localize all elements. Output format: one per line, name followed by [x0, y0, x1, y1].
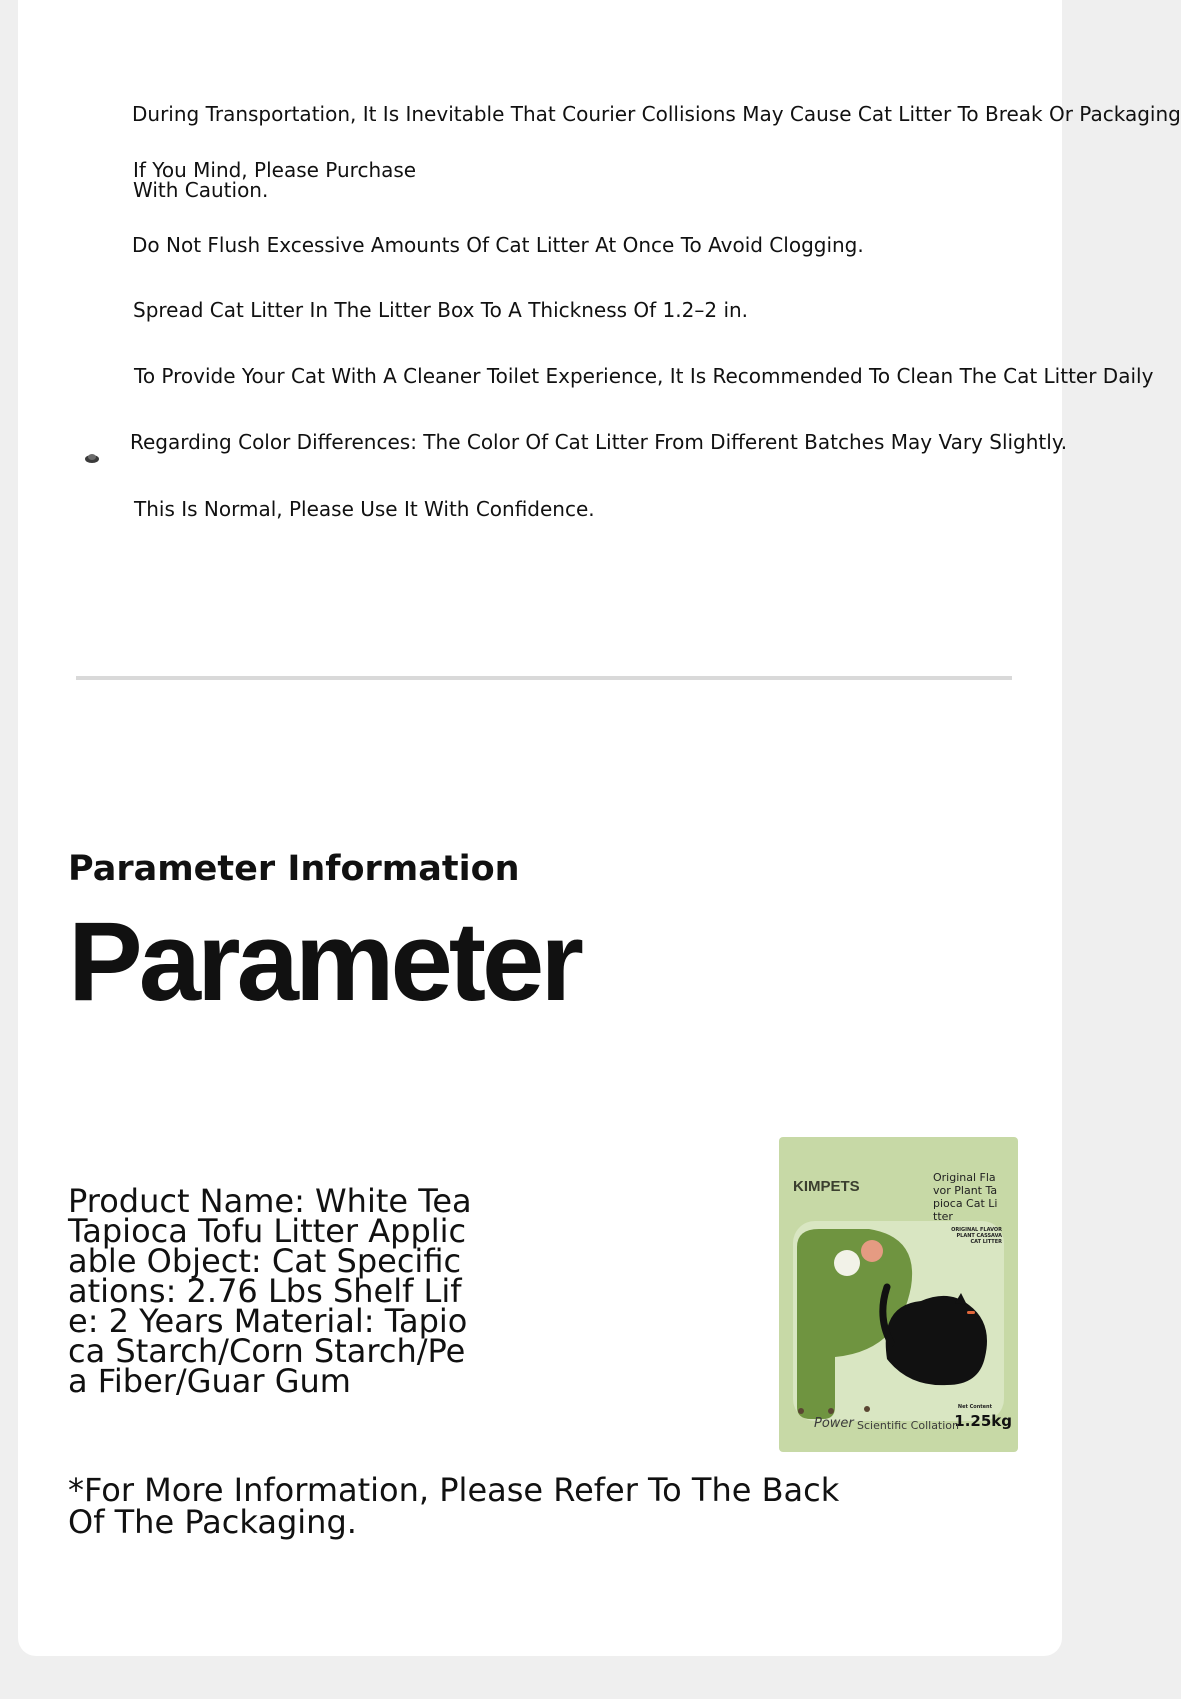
package-name-line-4: tter	[933, 1210, 953, 1223]
package-sub-line-2: PLANT CASSAVA	[956, 1233, 1002, 1239]
packaging-footnote: *For More Information, Please Refer To The Back Of The Packaging.	[68, 1471, 840, 1541]
parameter-heading-graphic: Parameter	[68, 899, 580, 1024]
note-transport: During Transportation, It Is Inevitable That Courier Collisions May Cause Cat Litter To Break Or Packaging	[132, 102, 1181, 126]
package-badge-icon	[864, 1406, 870, 1412]
package-power: Power	[814, 1416, 854, 1431]
package-badge-icon	[828, 1408, 834, 1414]
package-sun	[861, 1240, 883, 1262]
package-name-line-1: Original Fla	[933, 1171, 996, 1184]
note-normal: This Is Normal, Please Use It With Confidence.	[134, 497, 595, 521]
note-clean-daily: To Provide Your Cat With A Cleaner Toilet Experience, It Is Recommended To Clean The Cat Litter Daily	[134, 364, 1154, 388]
product-package-image	[779, 1137, 1018, 1452]
litter-pile-icon	[84, 452, 100, 464]
package-weight: 1.25kg	[954, 1412, 1012, 1430]
package-sub-line-3: CAT LITTER	[970, 1239, 1002, 1245]
note-caution: If You Mind, Please Purchase With Caution.	[133, 158, 417, 202]
package-cat	[886, 1296, 987, 1385]
note-flush: Do Not Flush Excessive Amounts Of Cat Litter At Once To Avoid Clogging.	[132, 233, 864, 257]
package-collation: Scientific Collation	[857, 1419, 960, 1432]
section-divider	[76, 676, 1012, 680]
content-card	[18, 0, 1181, 1656]
section-title: Parameter Information	[68, 849, 520, 889]
package-badge-icon	[798, 1408, 804, 1414]
note-color-difference: Regarding Color Differences: The Color Of Cat Litter From Different Batches May Vary Slightly.	[130, 430, 1068, 454]
package-name-line-3: pioca Cat Li	[933, 1197, 998, 1210]
package-moon	[834, 1250, 860, 1276]
parameter-details: Product Name: White Tea Tapioca Tofu Litter Applicable Object: Cat Specifications: 2.76 Lbs Shelf Life: 2 Years Material: Tapioca Starch/Corn Starch/Pea Fiber/Guar Gum	[68, 1182, 472, 1400]
package-cat-eye	[967, 1311, 975, 1314]
package-name-line-2: vor Plant Ta	[933, 1184, 998, 1197]
package-brand: KIMPETS	[793, 1178, 860, 1195]
package-sub-line-1: ORIGINAL FLAVOR	[951, 1227, 1002, 1233]
note-thickness: Spread Cat Litter In The Litter Box To A Thickness Of 1.2–2 in.	[133, 298, 749, 322]
package-net-label: Net Content	[957, 1404, 992, 1410]
